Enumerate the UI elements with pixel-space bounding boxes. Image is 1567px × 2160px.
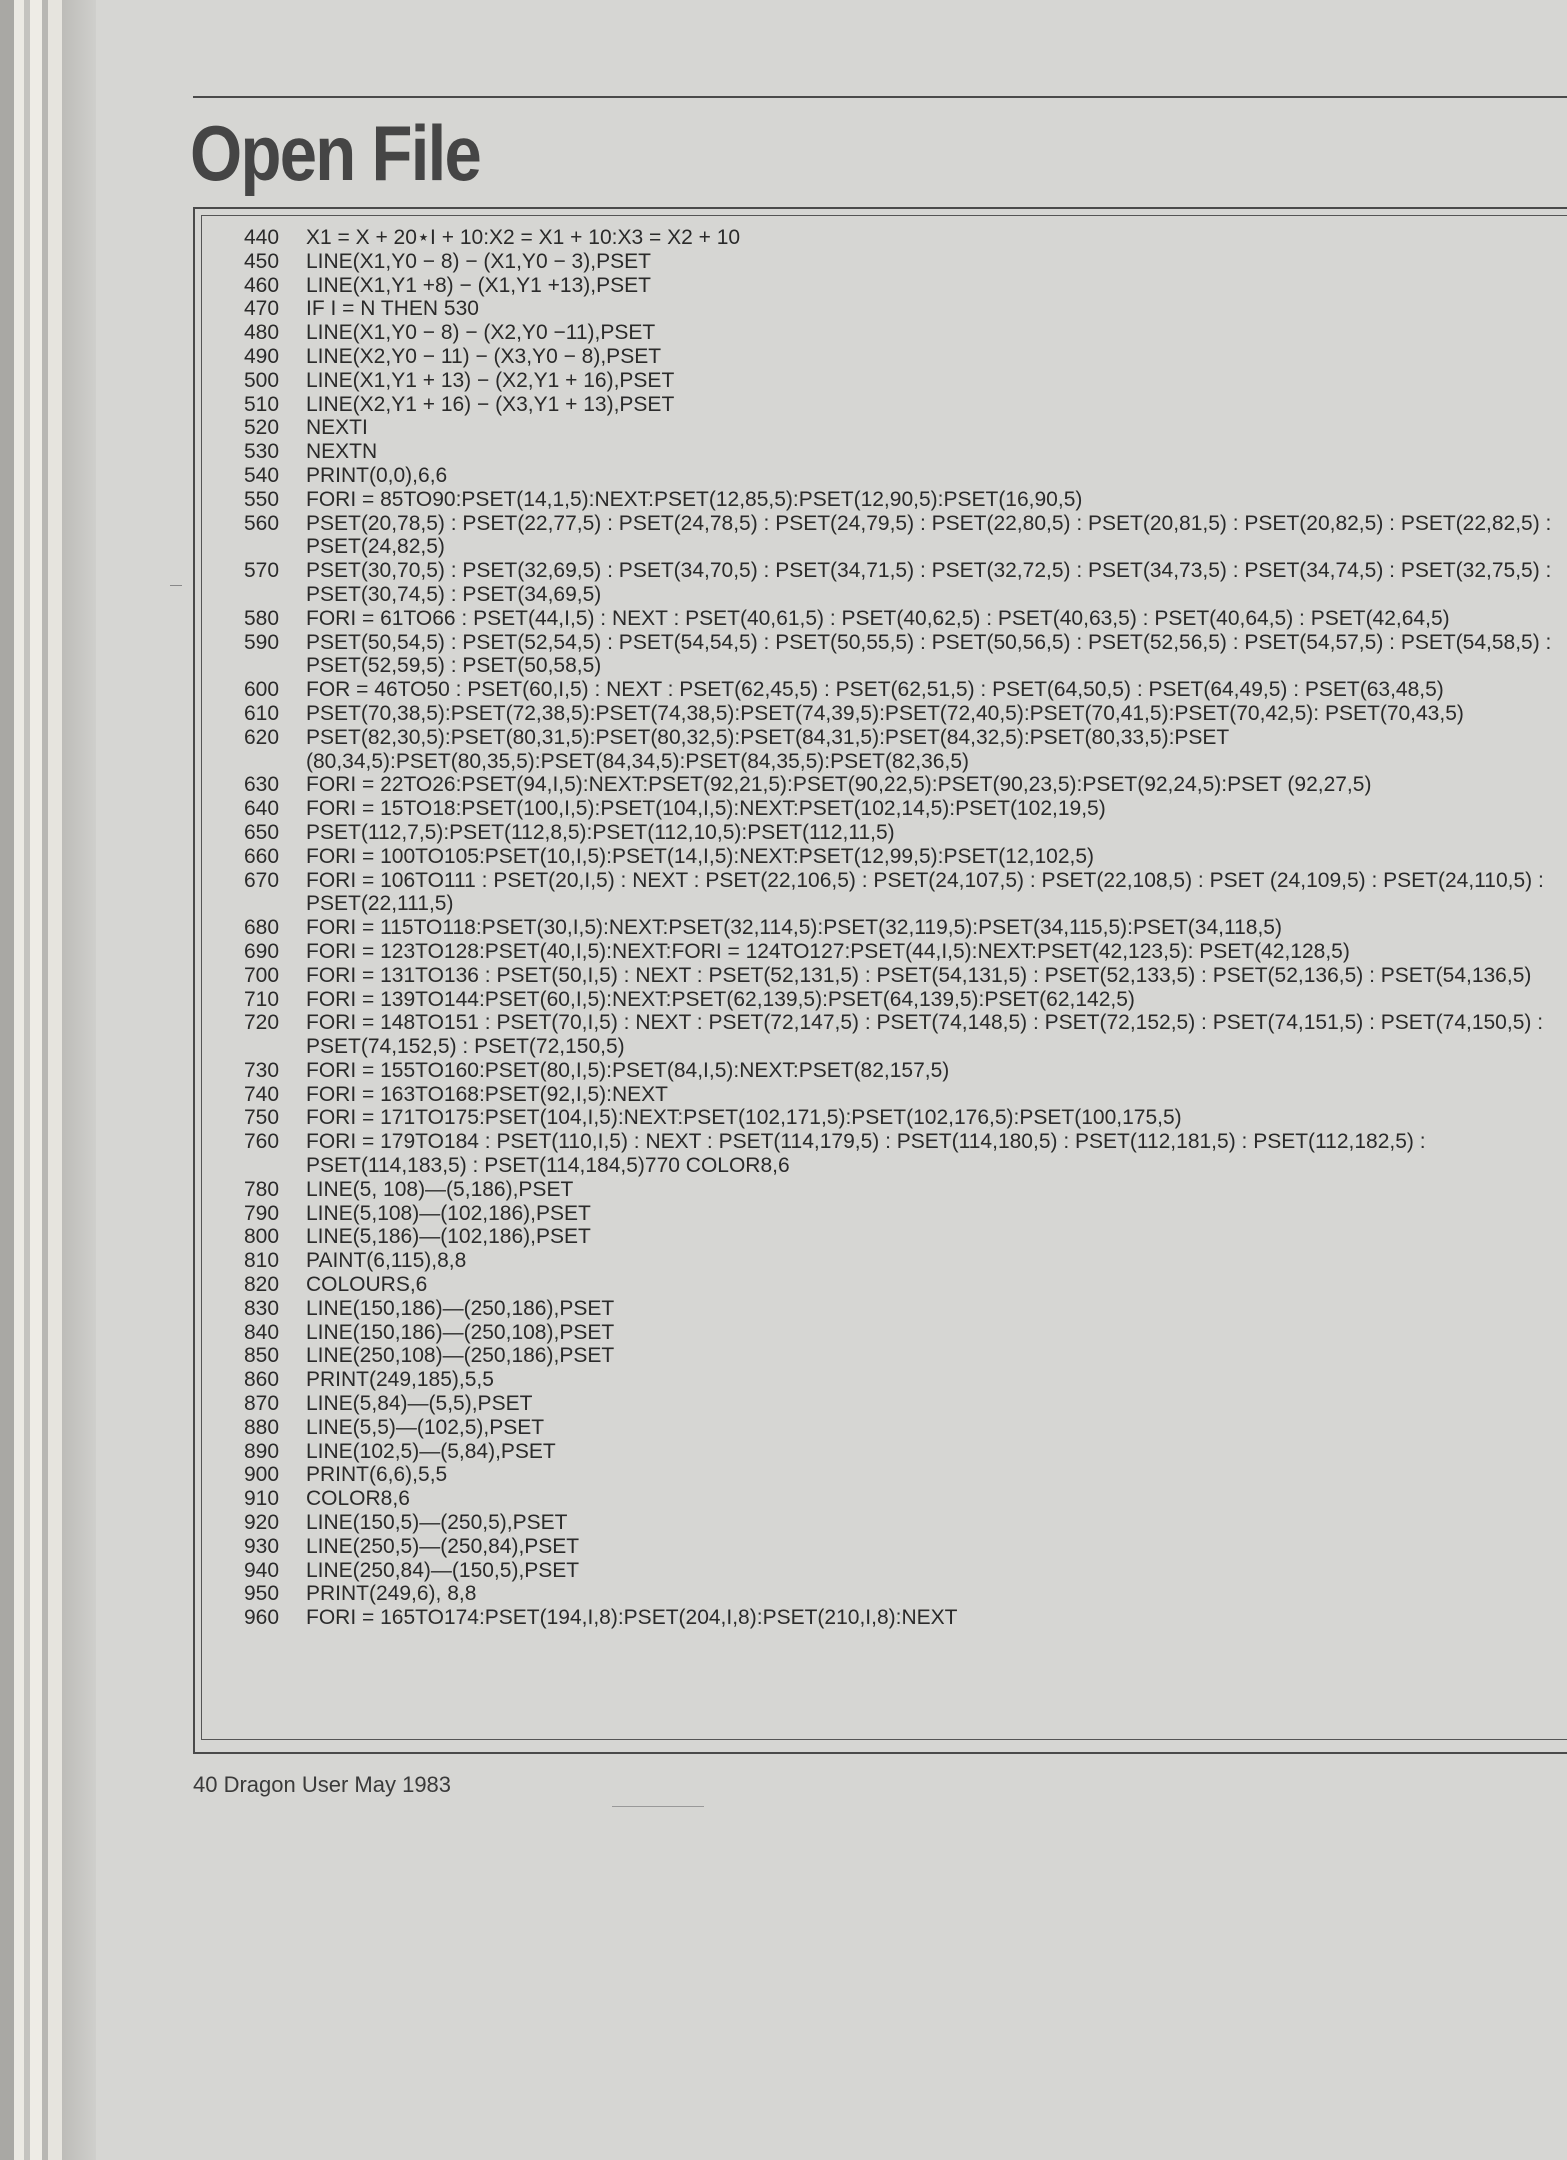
code-line xyxy=(244,321,1562,345)
code-line xyxy=(244,940,1562,964)
line-number: 530 xyxy=(244,440,280,464)
line-number: 790 xyxy=(244,1201,280,1225)
page-edge xyxy=(30,0,42,2160)
line-number: 440 xyxy=(244,226,280,249)
code-line xyxy=(244,1582,1562,1606)
line-code: FORI = 22TO26:PSET(94,I,5):NEXT:PSET(92,21,5):PSET(90,22,5):PSET(90,23,5):PSET(92,24,5):PSET (92,27,5) xyxy=(306,773,1372,797)
code-line xyxy=(244,1273,1562,1297)
binding-shadow xyxy=(62,0,96,2160)
line-number: 560 xyxy=(244,511,280,535)
line-number: 700 xyxy=(244,963,280,987)
code-line xyxy=(244,1440,1562,1464)
line-code: FORI = 115TO118:PSET(30,I,5):NEXT:PSET(32,114,5):PSET(32,119,5):PSET(34,115,5):PSET(34,118,5) xyxy=(306,916,1282,940)
line-number: 490 xyxy=(244,344,280,368)
line-number: 500 xyxy=(244,368,280,392)
line-code: LINE(150,186)—(250,186),PSET xyxy=(306,1296,615,1320)
line-code: FORI = 179TO184 : PSET(110,I,5) : NEXT : PSET(114,179,5) : PSET(114,180,5) : PSET(112,181,5) : PSET(112,182,5) : PSET(114,183,5) : PSET(114,184,5)770 COLOR8,6 xyxy=(306,1130,1426,1178)
line-number: 580 xyxy=(244,606,280,630)
line-number: 690 xyxy=(244,939,280,963)
line-code: LINE(5,84)—(5,5),PSET xyxy=(306,1392,533,1416)
code-line xyxy=(244,440,1562,464)
line-number: 480 xyxy=(244,321,280,345)
page-footer: 40 Dragon User May 1983 xyxy=(193,1772,452,1797)
line-number: 920 xyxy=(244,1511,280,1535)
line-number: 950 xyxy=(244,1582,280,1606)
line-code: FORI = 171TO175:PSET(104,I,5):NEXT:PSET(102,171,5):PSET(102,176,5):PSET(100,175,5) xyxy=(306,1106,1182,1130)
line-code: FORI = 139TO144:PSET(60,I,5):NEXT:PSET(62,139,5):PSET(64,139,5):PSET(62,142,5) xyxy=(306,987,1135,1011)
line-code: PSET(112,7,5):PSET(112,8,5):PSET(112,10,5):PSET(112,11,5) xyxy=(306,820,895,844)
line-number: 610 xyxy=(244,701,280,725)
line-code: PRINT(249,185),5,5 xyxy=(306,1368,494,1392)
code-line xyxy=(244,345,1562,369)
line-code: LINE(X1,Y1 + 13) − (X2,Y1 + 16),PSET xyxy=(306,368,675,392)
line-number: 600 xyxy=(244,678,280,702)
line-number: 830 xyxy=(244,1296,280,1320)
line-number: 730 xyxy=(244,1058,280,1082)
line-code: FORI = 148TO151 : PSET(70,I,5) : NEXT : PSET(72,147,5) : PSET(74,148,5) : PSET(72,152,5) : PSET(74,151,5) : PSET(74,150,5) : PSET(74,152,5) : PSET(72,150,5) xyxy=(306,1011,1544,1059)
line-code: FORI = 106TO111 : PSET(20,I,5) : NEXT : PSET(22,106,5) : PSET(24,107,5) : PSET(22,108,5) : PSET (24,109,5) : PSET(24,110,5) : PSET(22,111,5) xyxy=(306,868,1544,916)
code-line xyxy=(244,416,1562,440)
line-number: 640 xyxy=(244,797,280,821)
line-code: LINE(X1,Y0 − 8) − (X1,Y0 − 3),PSET xyxy=(306,249,651,273)
line-code: PSET(70,38,5):PSET(72,38,5):PSET(74,38,5):PSET(74,39,5):PSET(72,40,5):PSET(70,41,5):PSET(70,42,5): PSET(70,43,5) xyxy=(306,701,1464,725)
line-number: 890 xyxy=(244,1439,280,1463)
line-number: 820 xyxy=(244,1273,280,1297)
line-code: LINE(5,186)—(102,186),PSET xyxy=(306,1225,591,1249)
code-line xyxy=(244,1297,1562,1321)
line-code: LINE(5,108)—(102,186),PSET xyxy=(306,1201,591,1225)
code-line xyxy=(244,607,1562,631)
line-code: FORI = 85TO90:PSET(14,1,5):NEXT:PSET(12,85,5):PSET(12,90,5):PSET(16,90,5) xyxy=(306,487,1083,511)
line-code: PSET(82,30,5):PSET(80,31,5):PSET(80,32,5):PSET(84,31,5):PSET(84,32,5):PSET(80,33,5):PSET (80,34,5):PSET(80,35,5):PSET(84,34,5):PSET(84,35,5):PSET(82,36,5) xyxy=(306,725,1229,773)
line-code: LINE(5, 108)—(5,186),PSET xyxy=(306,1177,574,1201)
code-line xyxy=(244,1083,1562,1107)
code-line xyxy=(244,1606,1562,1630)
line-code: NEXTI xyxy=(306,416,368,440)
line-code: FORI = 165TO174:PSET(194,I,8):PSET(204,I,8):PSET(210,I,8):NEXT xyxy=(306,1606,958,1630)
line-code: PSET(20,78,5) : PSET(22,77,5) : PSET(24,78,5) : PSET(24,79,5) : PSET(22,80,5) : PSET(20,81,5) : PSET(20,82,5) : PSET(22,82,5) : PSET(24,82,5) xyxy=(306,511,1552,559)
code-line xyxy=(244,1344,1562,1368)
line-number: 720 xyxy=(244,1011,280,1035)
line-number: 900 xyxy=(244,1463,280,1487)
line-number: 740 xyxy=(244,1082,280,1106)
code-line xyxy=(244,1249,1562,1273)
line-number: 520 xyxy=(244,416,280,440)
line-number: 450 xyxy=(244,249,280,273)
code-line xyxy=(244,845,1562,869)
line-code: FOR = 46TO50 : PSET(60,I,5) : NEXT : PSET(62,45,5) : PSET(62,51,5) : PSET(64,50,5) : PSET(64,49,5) : PSET(63,48,5) xyxy=(306,678,1444,702)
code-line xyxy=(244,274,1562,298)
line-code: PRINT(0,0),6,6 xyxy=(306,463,448,487)
code-line xyxy=(244,1535,1562,1559)
line-number: 780 xyxy=(244,1177,280,1201)
line-number: 840 xyxy=(244,1320,280,1344)
line-number: 800 xyxy=(244,1225,280,1249)
line-number: 940 xyxy=(244,1558,280,1582)
line-number: 810 xyxy=(244,1249,280,1273)
code-line xyxy=(244,1559,1562,1583)
line-number: 510 xyxy=(244,392,280,416)
line-number: 930 xyxy=(244,1534,280,1558)
line-code: X1 = X + 20⋆I + 10:X2 = X1 + 10:X3 = X2 + 10 xyxy=(306,226,741,249)
code-line xyxy=(244,250,1562,274)
line-code: COLOURS,6 xyxy=(306,1273,428,1297)
line-number: 680 xyxy=(244,916,280,940)
code-line xyxy=(244,821,1562,845)
line-code: PSET(50,54,5) : PSET(52,54,5) : PSET(54,54,5) : PSET(50,55,5) : PSET(50,56,5) : PSET(52,56,5) : PSET(54,57,5) : PSET(54,58,5) : PSET(52,59,5) : PSET(50,58,5) xyxy=(306,630,1552,678)
line-number: 750 xyxy=(244,1106,280,1130)
code-line xyxy=(244,797,1562,821)
code-line xyxy=(244,512,1562,560)
line-number: 960 xyxy=(244,1606,280,1630)
stray-dash xyxy=(612,1806,704,1807)
line-number: 650 xyxy=(244,820,280,844)
line-number: 880 xyxy=(244,1415,280,1439)
code-line xyxy=(244,1059,1562,1083)
page-edge xyxy=(14,0,24,2160)
line-code: FORI = 131TO136 : PSET(50,I,5) : NEXT : PSET(52,131,5) : PSET(54,131,5) : PSET(52,133,5) : PSET(52,136,5) : PSET(54,136,5) xyxy=(306,963,1532,987)
line-code: PAINT(6,115),8,8 xyxy=(306,1249,467,1273)
code-line xyxy=(244,869,1562,917)
line-code: LINE(150,5)—(250,5),PSET xyxy=(306,1511,568,1535)
code-line xyxy=(244,988,1562,1012)
line-code: LINE(250,5)—(250,84),PSET xyxy=(306,1534,580,1558)
line-number: 570 xyxy=(244,559,280,583)
code-line xyxy=(244,1392,1562,1416)
line-code: LINE(250,84)—(150,5),PSET xyxy=(306,1558,580,1582)
code-line xyxy=(244,678,1562,702)
code-line xyxy=(244,1106,1562,1130)
line-code: FORI = 123TO128:PSET(40,I,5):NEXT:FORI = 124TO127:PSET(44,I,5):NEXT:PSET(42,123,5): PSET(42,128,5) xyxy=(306,939,1350,963)
header-rule xyxy=(193,96,1567,98)
page-title: Open File xyxy=(190,109,481,197)
code-line xyxy=(244,369,1562,393)
line-number: 850 xyxy=(244,1344,280,1368)
code-line xyxy=(244,488,1562,512)
line-number: 590 xyxy=(244,630,280,654)
line-code: FORI = 61TO66 : PSET(44,I,5) : NEXT : PSET(40,61,5) : PSET(40,62,5) : PSET(40,63,5) : PSET(40,64,5) : PSET(42,64,5) xyxy=(306,606,1450,630)
code-line xyxy=(244,559,1562,607)
line-code: FORI = 15TO18:PSET(100,I,5):PSET(104,I,5):NEXT:PSET(102,14,5):PSET(102,19,5) xyxy=(306,797,1106,821)
line-code: PSET(30,70,5) : PSET(32,69,5) : PSET(34,70,5) : PSET(34,71,5) : PSET(32,72,5) : PSET(34,73,5) : PSET(34,74,5) : PSET(32,75,5) : PSET(30,74,5) : PSET(34,69,5) xyxy=(306,559,1552,606)
line-code: LINE(X1,Y1 +8) − (X1,Y1 +13),PSET xyxy=(306,273,651,297)
code-line xyxy=(244,916,1562,940)
code-line xyxy=(244,1202,1562,1226)
line-code: LINE(X2,Y1 + 16) − (X3,Y1 + 13),PSET xyxy=(306,392,675,416)
margin-mark xyxy=(170,585,182,586)
code-line xyxy=(244,702,1562,726)
line-number: 870 xyxy=(244,1392,280,1416)
line-code: LINE(X2,Y0 − 11) − (X3,Y0 − 8),PSET xyxy=(306,344,662,368)
code-line xyxy=(244,1368,1562,1392)
code-line xyxy=(244,1416,1562,1440)
code-line xyxy=(244,1178,1562,1202)
code-line xyxy=(244,464,1562,488)
line-code: LINE(250,108)—(250,186),PSET xyxy=(306,1344,615,1368)
code-line xyxy=(244,297,1562,321)
line-code: FORI = 163TO168:PSET(92,I,5):NEXT xyxy=(306,1082,669,1106)
line-number: 470 xyxy=(244,297,280,321)
program-listing xyxy=(244,226,1562,1630)
code-line xyxy=(244,1511,1562,1535)
line-code: LINE(5,5)—(102,5),PSET xyxy=(306,1415,545,1439)
code-line xyxy=(244,226,1562,250)
line-number: 860 xyxy=(244,1368,280,1392)
code-line xyxy=(244,1011,1562,1059)
code-line xyxy=(244,1130,1562,1178)
line-number: 540 xyxy=(244,463,280,487)
code-line xyxy=(244,726,1562,774)
line-number: 460 xyxy=(244,273,280,297)
line-number: 910 xyxy=(244,1487,280,1511)
code-line xyxy=(244,964,1562,988)
line-number: 550 xyxy=(244,487,280,511)
line-code: FORI = 155TO160:PSET(80,I,5):PSET(84,I,5):NEXT:PSET(82,157,5) xyxy=(306,1058,950,1082)
line-code: PRINT(6,6),5,5 xyxy=(306,1463,448,1487)
line-number: 630 xyxy=(244,773,280,797)
code-line xyxy=(244,1321,1562,1345)
line-number: 760 xyxy=(244,1130,280,1154)
page-edge xyxy=(48,0,62,2160)
line-code: LINE(X1,Y0 − 8) − (X2,Y0 −11),PSET xyxy=(306,321,656,345)
line-code: LINE(102,5)—(5,84),PSET xyxy=(306,1439,556,1463)
line-code: IF I = N THEN 530 xyxy=(306,297,479,321)
line-number: 670 xyxy=(244,868,280,892)
code-line xyxy=(244,1225,1562,1249)
code-line xyxy=(244,773,1562,797)
page-edge xyxy=(0,0,14,2160)
code-line xyxy=(244,1463,1562,1487)
line-code: NEXTN xyxy=(306,440,378,464)
line-code: PRINT(249,6), 8,8 xyxy=(306,1582,477,1606)
line-number: 710 xyxy=(244,987,280,1011)
line-code: LINE(150,186)—(250,108),PSET xyxy=(306,1320,615,1344)
line-number: 620 xyxy=(244,725,280,749)
line-code: FORI = 100TO105:PSET(10,I,5):PSET(14,I,5):NEXT:PSET(12,99,5):PSET(12,102,5) xyxy=(306,844,1095,868)
code-line xyxy=(244,631,1562,679)
code-line xyxy=(244,393,1562,417)
code-line xyxy=(244,1487,1562,1511)
line-code: COLOR8,6 xyxy=(306,1487,410,1511)
line-number: 660 xyxy=(244,844,280,868)
